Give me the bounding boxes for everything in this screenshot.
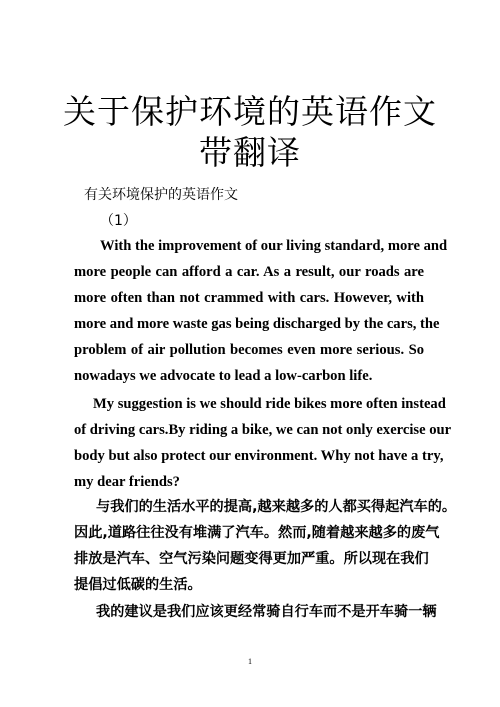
page-number: 1 <box>248 657 252 666</box>
text-line: nowadays we advocate to lead a low-carbon life. <box>74 368 373 384</box>
chinese-paragraph-1 <box>74 494 457 598</box>
text-line: 我的建议是我们应该更经常骑自行车而不是开车骑一辆 <box>96 604 437 620</box>
text-line: 排放是汽车、空气污染问题变得更加严重。所以现在我们 <box>74 551 429 567</box>
text-line: problem of air pollution becomes even more serious. So <box>74 342 424 358</box>
text-line: 提倡过低碳的生活。 <box>74 577 202 593</box>
document-title-line-2: 带翻译 <box>199 133 301 172</box>
subheading: 有关环境保护的英语作文 <box>84 187 238 203</box>
text-line: My suggestion is we should ride bikes more often instead <box>93 396 446 412</box>
text-line: body but also protect our environment. Why not have a try, <box>74 448 444 464</box>
text-line: more and more waste gas being discharged by the cars, the <box>74 316 440 332</box>
text-line: more often than not crammed with cars. However, with <box>74 290 424 306</box>
text-line: 因此,道路往往没有堆满了汽车。然而,随着越来越多的废气 <box>74 525 440 541</box>
section-number: （1） <box>100 213 137 229</box>
english-paragraph-2 <box>74 391 452 495</box>
english-paragraph-1 <box>74 233 448 389</box>
text-line: my dear friends? <box>74 474 180 490</box>
text-line: With the improvement of our living standard, more and <box>100 238 448 254</box>
chinese-paragraph-2 <box>74 599 437 625</box>
text-line: 与我们的生活水平的提高,越来越多的人都买得起汽车的。 <box>96 499 457 515</box>
text-line: of driving cars.By riding a bike, we can not only exercise our <box>74 422 452 438</box>
document-title-line-1: 关于保护环境的英语作文 <box>63 92 437 131</box>
text-line: more people can afford a car. As a result, our roads are <box>74 264 424 280</box>
